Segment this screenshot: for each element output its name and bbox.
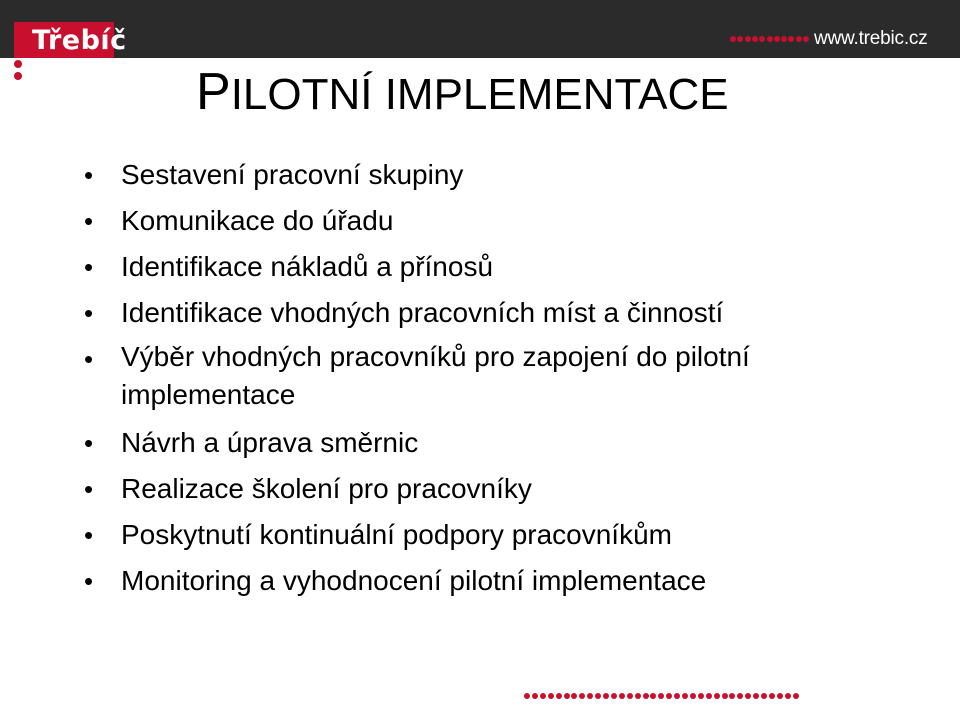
decorative-dot: [729, 693, 735, 699]
bullet-text: • Návrh a úprava směrnic: [121, 427, 419, 458]
decorative-dot: [745, 36, 751, 42]
decorative-dot: [785, 693, 791, 699]
bullet-item: [84, 512, 904, 558]
slide-title-rest: ILOTNÍ IMPLEMENTACE: [230, 70, 729, 119]
decorative-dot: [611, 693, 617, 699]
slide-title: [196, 62, 729, 125]
bullet-item: [84, 336, 904, 420]
bullet-text: • Monitoring a vyhodnocení pilotní implementace: [121, 565, 707, 596]
logo-text: Třebíč: [32, 25, 127, 56]
bullet-text: • Komunikace do úřadu: [121, 205, 394, 236]
bullet-text: • Identifikace nákladů a přínosů: [121, 251, 494, 282]
bullet-item: [84, 244, 904, 290]
decorative-dot: [658, 693, 664, 699]
decorative-dot: [777, 693, 783, 699]
decorative-dot: [722, 693, 728, 699]
decorative-dot: [752, 36, 758, 42]
decorative-dot: [603, 693, 609, 699]
decorative-dot: [548, 693, 554, 699]
decorative-dot: [793, 693, 799, 699]
decorative-dot: [587, 693, 593, 699]
decorative-dot: [650, 693, 656, 699]
bullet-text: • Sestavení pracovní skupiny: [121, 159, 464, 190]
decorative-dot: [635, 693, 641, 699]
decorative-dot: [803, 36, 809, 42]
decorative-dot: [769, 693, 775, 699]
decorative-dot: [767, 36, 773, 42]
bullet-item: [84, 420, 904, 466]
decorative-dot: [745, 693, 751, 699]
decorative-dot: [730, 36, 736, 42]
bullet-list: [84, 152, 904, 604]
bullet-item: [84, 558, 904, 604]
decorative-dot: [619, 693, 625, 699]
decorative-dot: [556, 693, 562, 699]
bullet-item: [84, 290, 904, 336]
decorative-dot: [682, 693, 688, 699]
decorative-dot: [690, 693, 696, 699]
bullet-item: [84, 466, 904, 512]
decorative-dot: [524, 693, 530, 699]
decorative-dot: [761, 693, 767, 699]
decorative-dot: [796, 36, 802, 42]
decorative-dot: [532, 693, 538, 699]
decorative-dot: [706, 693, 712, 699]
decorative-dot: [674, 693, 680, 699]
bullet-item: [84, 198, 904, 244]
decorative-dot: [737, 693, 743, 699]
decorative-dot: [571, 693, 577, 699]
site-url: www.trebic.cz: [814, 28, 928, 49]
decorative-dot: [666, 693, 672, 699]
decorative-dot: [698, 693, 704, 699]
bullet-text: • Identifikace vhodných pracovních míst a činností: [121, 297, 724, 328]
decorative-dot: [774, 36, 780, 42]
bullet-text: • Poskytnutí kontinuální podpory pracovníkům: [121, 519, 672, 550]
decorative-dot: [627, 693, 633, 699]
decorative-dot: [714, 693, 720, 699]
decorative-dot: [540, 693, 546, 699]
decorative-dot: [579, 693, 585, 699]
bullet-item: [84, 152, 904, 198]
bullet-text: • Realizace školení pro pracovníky: [121, 473, 532, 504]
slide-title-initial: P: [196, 63, 231, 121]
decorative-dot: [564, 693, 570, 699]
bullet-text: • Výběr vhodných pracovníků pro zapojení do pilotní implementace: [121, 341, 750, 410]
decorative-dot: [643, 693, 649, 699]
decorative-dot: [753, 693, 759, 699]
decorative-dot: [595, 693, 601, 699]
